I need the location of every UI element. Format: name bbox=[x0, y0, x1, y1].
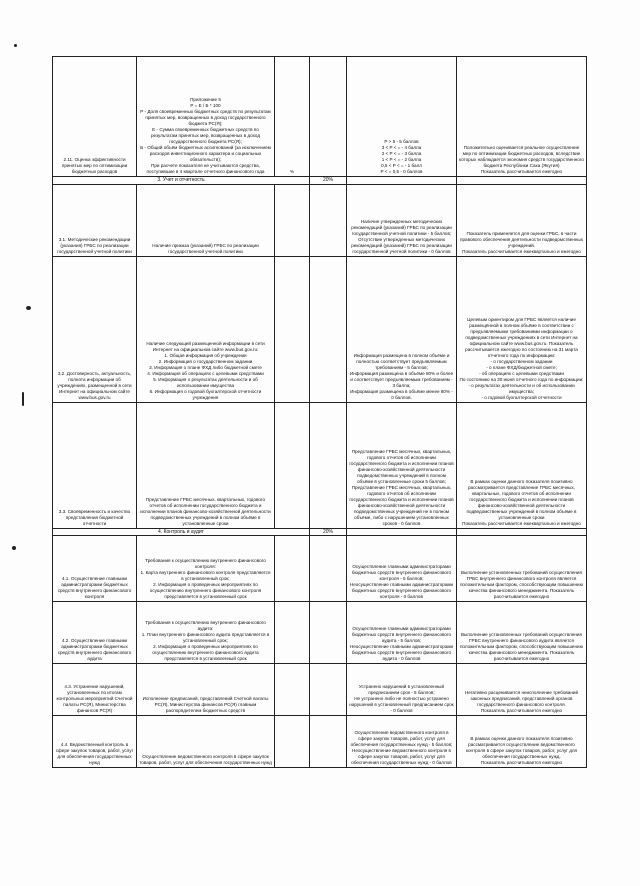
indicator-scale: Представление ГРБС месячных, квартальных, годового отчетов об исполнении государственного бюджета и исполнении планов финансово-хозяйственной деятельности подведомственных учреждений в полном объёме в установленные сроки 5 баллов; Представление ГРБС месячных, квартальных, годового отчетов об исполнении государственного бюджета и исполнении планов финансово-хозяйственной деятельности подведомственных учреждений не в полном объёме, либо с нарушением установленных сроков - 0 баллов bbox=[347, 402, 457, 528]
section-title: 4. Контроль и аудит bbox=[53, 528, 310, 536]
indicator-name: 4.1. Осуществление главными администраторами бюджетных средств внутреннего финансового контроля bbox=[53, 536, 137, 602]
indicator-scale: Информация размещена в полном объёме и полностью соответствует предъявляемым требованиям - 5 баллов; Информация размещена в объёме 80% и более и соответствует предъявляемым требованиям - 3 балла; Информация размещена в объёме менее 80% - 0 баллов. bbox=[347, 256, 457, 402]
indicator-scale: Наличие утвержденных методических рекомендаций (указаний) ГРБС по реализации государственной учетной политики - 5 баллов; Отсутствие утвержденных методических рекомендаций (указаний) ГРБС по реализации государственной учетной политики - 0 баллов bbox=[347, 184, 457, 256]
indicator-formula: Наличие следующей размещенной информации в сети Интернет на официальном сайте www.bus.gov.ru: 1. Общая информация об учреждении 2. Информация о государственном задании 3. Информация о плане ФХД либо бюджетной смете 4. Информация об операциях с целевыми средствами 5. Информация о результатах деятельности и об использовании имущества 6. Информация о годовой бухгалтерской отчетности учреждения bbox=[137, 256, 275, 402]
table-row bbox=[53, 602, 587, 664]
scan-speck bbox=[26, 306, 31, 310]
indicator-scale: Устранено нарушений в установленный предписанием срок - 5 баллов; Не устранено либо не полностью устранено нарушений в установленный предписанием срок - 0 баллов bbox=[347, 664, 457, 716]
indicator-scale: Осуществление главными администраторами бюджетных средств внутреннего финансового аудита - 5 баллов; Неосуществление главными администраторами бюджетных средств внутреннего финансового аудита - 0 баллов bbox=[347, 602, 457, 664]
indicator-name: 4.2. Осуществление главными администраторами бюджетных средств внутреннего финансового аудита bbox=[53, 602, 137, 664]
section-weight: 20% bbox=[310, 177, 347, 185]
indicator-name: 4.3. Устранение нарушений, установленных по итогам контрольных мероприятий Счетной палаты РС(Я), Министерства финансов РС(Я) bbox=[53, 664, 137, 716]
indicator-formula: Представление ГРБС месячных, квартальных, годового отчетов об исполнении государственного бюджета и исполнении планов финансово-хозяйственной деятельности подведомственных учреждений в полном объёме в установленные сроки bbox=[137, 402, 275, 528]
indicator-note: В рамках оценки данного показателя позитивно рассматривается осуществление ведомственного контроля в сфере закупок товаров, работ, услуг для обеспечения государственных нужд. Показатель рассчитывается ежегодно bbox=[457, 716, 587, 768]
indicator-name: 4.4. Ведомственный контроль в сфере закупок товаров, работ, услуг для обеспечения государственных нужд bbox=[53, 716, 137, 768]
indicator-note: Целевым ориентиром для ГРБС является наличие размещённой в полном объёме в соответствии с предъявляемыми требованиями информации о подведомственных учреждениях в сети Интернет на официальном сайте www.bus.gov.ru. Показатель рассчитывается ежегодно по состоянию на 31 марта отчетного года по информации: - о государственном задании - о плане ФХД/бюджетной смете; - об операциях с целевыми средствами По состоянию на 30 июня отчетного года по информации: - о результатах деятельности и об использовании имущества; - о годовой бухгалтерской отчетности bbox=[457, 256, 587, 402]
indicator-name: 2.11. Оценка эффективности принятых мер по оптимизации бюджетных расходов bbox=[53, 57, 137, 177]
indicator-unit bbox=[275, 602, 310, 664]
indicator-note: Негативно расценивается неисполнение требований законных предписаний, представлений органов государственного финансового контроля. Показатель рассчитывается ежегодно bbox=[457, 664, 587, 716]
indicator-scale: Осуществление ведомственного контроля в сфере закупок товаров, работ, услуг для обеспечения государственных нужд - 5 баллов; Неосуществление ведомственного контроля в сфере закупок товаров, работ, услуг для обеспечения государственных нужд - 0 баллов bbox=[347, 716, 457, 768]
indicator-name: 3.3. Своевременность и качество представления бюджетной отчетности bbox=[53, 402, 137, 528]
indicator-weight bbox=[310, 536, 347, 602]
table-row bbox=[53, 256, 587, 402]
indicator-unit bbox=[275, 716, 310, 768]
indicator-unit bbox=[275, 256, 310, 402]
table-row bbox=[53, 716, 587, 768]
indicator-weight bbox=[310, 664, 347, 716]
indicator-unit bbox=[275, 402, 310, 528]
indicator-formula: Наличие приказа (указаний) ГРБС по реализации государственной учетной политики bbox=[137, 184, 275, 256]
scan-speck bbox=[14, 44, 17, 47]
indicator-formula: Осуществление ведомственного контроля в сфере закупок товаров, работ, услуг для обеспечения государственных нужд bbox=[137, 716, 275, 768]
indicator-weight bbox=[310, 716, 347, 768]
indicator-formula: Приложение 5 P = E / Б * 100 P - Доля своевременных бюджетных средств по результатам принятых мер, возвращенных в доход государственного бюджета РС(Я); E - Сумма своевременных бюджетных средств по результатам принятых мер, возвращенных в доход государственного бюджета РС(Я); Б - Общий объём бюджетных ассигнований (за исключением расходов инвестиционного характера и социальных обязательств); При расчете показателя не учитываются средства, поступившие в 4 квартале отчетного финансового года bbox=[137, 57, 275, 177]
indicator-unit bbox=[275, 536, 310, 602]
table-row bbox=[53, 402, 587, 528]
indicator-unit: % bbox=[275, 57, 310, 177]
indicator-name: 3.2. Достоверность, актуальность, полнота информации об учреждениях, размещенной в сети Интернет на официальном сайте www.bus.gov.ru bbox=[53, 256, 137, 402]
indicator-formula: Исполнение предписаний, представлений Счетной палаты РС(Я), Министерства финансов РС(Я) главным распорядителем бюджетных средств bbox=[137, 664, 275, 716]
indicator-weight bbox=[310, 184, 347, 256]
indicator-unit bbox=[275, 184, 310, 256]
scan-speck bbox=[22, 392, 24, 406]
indicator-note: Выполнение установленных требований осуществления ГРБС внутреннего финансового аудита является положительным фактором, способствующим повышению качества финансового менеджмента. Показатель рассчитывается ежегодно bbox=[457, 602, 587, 664]
indicator-note: Показатель применяется для оценки ГРБС, в части правового обеспечения деятельности подведомственных учреждений. Показатель рассчитывается ежеквартально и ежегодно bbox=[457, 184, 587, 256]
table-row bbox=[53, 664, 587, 716]
scan-speck bbox=[12, 546, 16, 550]
indicator-scale: P > 5 - 5 баллов 3 < P < = - 4 балла 2 < P < = - 3 балла 1 < P < = - 2 балла 0,5 < P < = - 1 балл P < = 0,5 - 0 баллов bbox=[347, 57, 457, 177]
table-row bbox=[53, 536, 587, 602]
table-row bbox=[53, 57, 587, 177]
indicator-note: Положительно оценивается реальное осуществление мер по оптимизации бюджетных расходов, вследствие которых наблюдается экономия средств государственного бюджета Республики Саха (Якутия) Показатель рассчитывается ежегодно bbox=[457, 57, 587, 177]
indicator-weight bbox=[310, 602, 347, 664]
indicator-note: Выполнение установленных требований осуществления ГРБС внутреннего финансового контроля является положительным фактором, способствующим повышению качества финансового менеджмента. Показатель рассчитывается ежегодно bbox=[457, 536, 587, 602]
indicator-table bbox=[52, 56, 587, 768]
indicator-formula: Требования к осуществлению внутреннего финансового аудита: 1. План внутреннего финансового аудита представляется в установленный срок; 2. Информация о проведенных мероприятиях по осуществлению внутреннего финансового аудита представляется в установленный срок bbox=[137, 602, 275, 664]
table-row bbox=[53, 184, 587, 256]
section-row bbox=[53, 177, 587, 185]
indicator-weight bbox=[310, 402, 347, 528]
section-title: 3. Учет и отчетность bbox=[53, 177, 310, 185]
indicator-weight bbox=[310, 57, 347, 177]
indicator-formula: Требования к осуществлению внутреннего финансового контроля: 1. Карта внутреннего финансового контроля представляется в установленный срок; 2. Информация о проведенных мероприятиях по осуществлению внутреннего финансового контроля представляется в установленный срок bbox=[137, 536, 275, 602]
indicator-name: 3.1. Методические рекомендации (указания) ГРБС по реализации государственной учетной политики bbox=[53, 184, 137, 256]
indicator-weight bbox=[310, 256, 347, 402]
section-weight: 20% bbox=[310, 528, 347, 536]
indicator-scale: Осуществление главными администраторами бюджетных средств внутреннего финансового контроля - 5 баллов; Неосуществление главными администраторами бюджетных средств внутреннего финансового контроля - 0 баллов bbox=[347, 536, 457, 602]
section-row bbox=[53, 528, 587, 536]
indicator-unit bbox=[275, 664, 310, 716]
indicator-note: В рамках оценки данного показателя позитивно рассматривается представление ГРБС месячных, квартальных, годового отчетов об исполнении государственного бюджета и исполнении планов финансово-хозяйственной деятельности подведомственных учреждений в полном объёме в установленные сроки Показатель рассчитывается ежеквартально и ежегодно bbox=[457, 402, 587, 528]
